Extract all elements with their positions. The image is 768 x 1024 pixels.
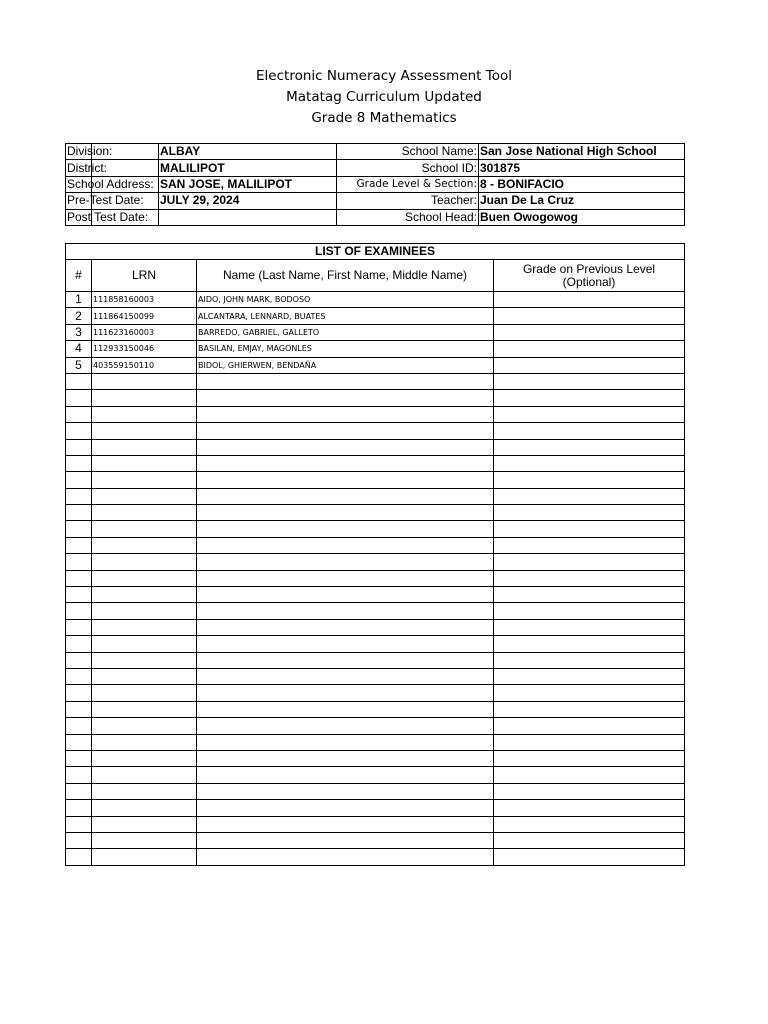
row-grade <box>494 800 685 816</box>
info-row-posttest <box>66 209 685 225</box>
table-row <box>66 488 685 504</box>
row-lrn <box>92 652 197 668</box>
row-number <box>66 570 92 586</box>
row-grade <box>494 619 685 635</box>
row-grade <box>494 537 685 553</box>
row-name: BIDOL, GHIERWEN, BENDAÑA <box>197 357 494 373</box>
row-grade <box>494 603 685 619</box>
table-row <box>66 423 685 439</box>
teacher-value: Juan De La Cruz <box>479 193 685 209</box>
table-row <box>66 619 685 635</box>
column-header-row <box>66 260 685 292</box>
row-name <box>197 668 494 684</box>
row-grade <box>494 505 685 521</box>
row-name <box>197 603 494 619</box>
row-number <box>66 668 92 684</box>
row-lrn <box>92 390 197 406</box>
row-grade <box>494 734 685 750</box>
row-name <box>197 849 494 865</box>
table-row <box>66 505 685 521</box>
table-row <box>66 652 685 668</box>
row-grade <box>494 472 685 488</box>
row-grade <box>494 554 685 570</box>
row-grade <box>494 816 685 832</box>
school-address-label: School Address: <box>67 176 154 191</box>
school-info-table <box>65 143 685 226</box>
row-name <box>197 800 494 816</box>
row-number: 2 <box>66 308 92 324</box>
row-number <box>66 832 92 848</box>
table-row <box>66 816 685 832</box>
row-number <box>66 849 92 865</box>
table-row <box>66 718 685 734</box>
table-row <box>66 406 685 422</box>
row-lrn <box>92 439 197 455</box>
row-grade <box>494 849 685 865</box>
row-name <box>197 488 494 504</box>
table-row <box>66 554 685 570</box>
row-name <box>197 554 494 570</box>
row-name <box>197 832 494 848</box>
info-row-address <box>66 176 685 192</box>
row-number <box>66 636 92 652</box>
row-lrn: 403559150110 <box>92 357 197 373</box>
row-number <box>66 603 92 619</box>
examinees-table <box>65 243 685 866</box>
school-id-label: School ID: <box>337 160 479 176</box>
row-name <box>197 439 494 455</box>
row-grade <box>494 652 685 668</box>
row-lrn <box>92 537 197 553</box>
row-name <box>197 390 494 406</box>
row-lrn <box>92 455 197 471</box>
row-lrn: 112933150046 <box>92 341 197 357</box>
row-number <box>66 800 92 816</box>
row-name <box>197 537 494 553</box>
table-row <box>66 734 685 750</box>
row-grade <box>494 292 685 308</box>
row-lrn <box>92 718 197 734</box>
row-number <box>66 619 92 635</box>
row-lrn <box>92 832 197 848</box>
row-grade <box>494 423 685 439</box>
row-name: AIDO, JOHN MARK, BODOSO <box>197 292 494 308</box>
row-number <box>66 373 92 389</box>
row-grade <box>494 390 685 406</box>
row-lrn: 111864150099 <box>92 308 197 324</box>
row-lrn <box>92 734 197 750</box>
row-grade <box>494 357 685 373</box>
row-grade <box>494 636 685 652</box>
table-row <box>66 767 685 783</box>
row-name <box>197 767 494 783</box>
table-row <box>66 390 685 406</box>
row-number <box>66 390 92 406</box>
row-grade <box>494 832 685 848</box>
column-header-lrn: LRN <box>92 260 197 292</box>
row-grade <box>494 308 685 324</box>
row-number <box>66 505 92 521</box>
table-row <box>66 308 685 324</box>
row-number <box>66 521 92 537</box>
row-grade <box>494 701 685 717</box>
row-number <box>66 423 92 439</box>
row-grade <box>494 521 685 537</box>
row-lrn <box>92 849 197 865</box>
table-row <box>66 800 685 816</box>
row-lrn <box>92 373 197 389</box>
table-row <box>66 570 685 586</box>
table-row <box>66 439 685 455</box>
row-lrn <box>92 423 197 439</box>
table-row <box>66 783 685 799</box>
row-number <box>66 767 92 783</box>
table-row <box>66 455 685 471</box>
row-name <box>197 521 494 537</box>
row-number <box>66 439 92 455</box>
row-name <box>197 701 494 717</box>
row-number <box>66 750 92 766</box>
table-row <box>66 668 685 684</box>
row-name <box>197 619 494 635</box>
row-number <box>66 406 92 422</box>
district-label: District: <box>67 160 107 175</box>
row-grade <box>494 488 685 504</box>
post-test-date-label: Post Test Date: <box>67 209 149 224</box>
row-lrn <box>92 521 197 537</box>
row-number <box>66 734 92 750</box>
row-lrn <box>92 783 197 799</box>
row-grade <box>494 341 685 357</box>
info-row-pretest <box>66 193 685 209</box>
row-name <box>197 570 494 586</box>
grade-subject-subtitle: Grade 8 Mathematics <box>311 110 457 126</box>
row-name <box>197 734 494 750</box>
row-name <box>197 472 494 488</box>
row-lrn <box>92 619 197 635</box>
row-name <box>197 587 494 603</box>
table-row <box>66 701 685 717</box>
row-number: 5 <box>66 357 92 373</box>
row-lrn <box>92 701 197 717</box>
row-grade <box>494 783 685 799</box>
row-name <box>197 373 494 389</box>
row-lrn <box>92 505 197 521</box>
row-number <box>66 783 92 799</box>
row-lrn <box>92 472 197 488</box>
row-lrn <box>92 603 197 619</box>
row-number <box>66 488 92 504</box>
division-label: Division: <box>67 144 113 159</box>
row-name: BASILAN, EMJAY, MAGONLES <box>197 341 494 357</box>
school-head-label: School Head: <box>337 209 479 225</box>
row-lrn <box>92 685 197 701</box>
row-number: 4 <box>66 341 92 357</box>
row-name <box>197 718 494 734</box>
row-grade <box>494 455 685 471</box>
row-name <box>197 636 494 652</box>
row-number <box>66 685 92 701</box>
teacher-label: Teacher: <box>337 193 479 209</box>
row-name <box>197 750 494 766</box>
row-number <box>66 587 92 603</box>
examinees-title-row <box>66 244 685 260</box>
pre-test-date-value: JULY 29, 2024 <box>159 193 337 209</box>
post-test-date-value <box>159 209 337 225</box>
row-grade <box>494 718 685 734</box>
table-row <box>66 521 685 537</box>
document-title: Electronic Numeracy Assessment Tool <box>256 68 512 84</box>
table-row <box>66 357 685 373</box>
row-lrn <box>92 406 197 422</box>
row-name <box>197 783 494 799</box>
school-name-label: School Name: <box>337 144 479 160</box>
division-value: ALBAY <box>159 144 337 160</box>
row-grade <box>494 324 685 340</box>
row-number <box>66 455 92 471</box>
row-grade <box>494 668 685 684</box>
table-row <box>66 685 685 701</box>
row-lrn: 111623160003 <box>92 324 197 340</box>
table-row <box>66 603 685 619</box>
info-row-district <box>66 160 685 176</box>
examinees-title: LIST OF EXAMINEES <box>66 244 685 260</box>
curriculum-subtitle: Matatag Curriculum Updated <box>286 89 482 105</box>
row-lrn <box>92 636 197 652</box>
school-head-value: Buen Owogowog <box>479 209 685 225</box>
table-row <box>66 537 685 553</box>
examinees-body <box>66 292 685 866</box>
school-address-value: SAN JOSE, MALILIPOT <box>159 176 337 192</box>
row-grade <box>494 685 685 701</box>
row-name <box>197 816 494 832</box>
row-grade <box>494 406 685 422</box>
row-lrn <box>92 570 197 586</box>
table-row <box>66 832 685 848</box>
row-number: 3 <box>66 324 92 340</box>
table-row <box>66 587 685 603</box>
row-lrn: 111858160003 <box>92 292 197 308</box>
row-name <box>197 505 494 521</box>
row-grade <box>494 439 685 455</box>
column-header-name: Name (Last Name, First Name, Middle Name) <box>197 260 494 292</box>
row-name <box>197 685 494 701</box>
row-lrn <box>92 587 197 603</box>
grade-section-value: 8 - BONIFACIO <box>479 176 685 192</box>
document-header <box>0 66 768 129</box>
row-number <box>66 652 92 668</box>
row-name: ALCANTARA, LENNARD, BUATES <box>197 308 494 324</box>
school-name-value: San Jose National High School <box>479 144 685 160</box>
district-value: MALILIPOT <box>159 160 337 176</box>
table-row <box>66 849 685 865</box>
pre-test-date-label: Pre-Test Date: <box>67 193 144 208</box>
row-grade <box>494 750 685 766</box>
table-row <box>66 750 685 766</box>
table-row <box>66 341 685 357</box>
row-name: BARREDO, GABRIEL, GALLETO <box>197 324 494 340</box>
row-lrn <box>92 488 197 504</box>
row-grade <box>494 570 685 586</box>
school-id-value: 301875 <box>479 160 685 176</box>
row-name <box>197 423 494 439</box>
table-row <box>66 292 685 308</box>
row-lrn <box>92 816 197 832</box>
row-number <box>66 537 92 553</box>
row-number <box>66 554 92 570</box>
row-lrn <box>92 668 197 684</box>
row-lrn <box>92 554 197 570</box>
row-lrn <box>92 750 197 766</box>
table-row <box>66 373 685 389</box>
row-name <box>197 455 494 471</box>
column-header-number: # <box>66 260 92 292</box>
row-name <box>197 652 494 668</box>
table-row <box>66 324 685 340</box>
row-name <box>197 406 494 422</box>
info-row-division <box>66 144 685 160</box>
table-row <box>66 472 685 488</box>
row-number <box>66 701 92 717</box>
row-grade <box>494 373 685 389</box>
table-row <box>66 636 685 652</box>
row-number <box>66 718 92 734</box>
row-lrn <box>92 767 197 783</box>
row-grade <box>494 767 685 783</box>
row-lrn <box>92 800 197 816</box>
grade-section-label: Grade Level & Section: <box>337 176 479 192</box>
column-header-grade: Grade on Previous Level (Optional) <box>494 260 685 292</box>
row-number <box>66 472 92 488</box>
row-number <box>66 816 92 832</box>
row-grade <box>494 587 685 603</box>
row-number: 1 <box>66 292 92 308</box>
